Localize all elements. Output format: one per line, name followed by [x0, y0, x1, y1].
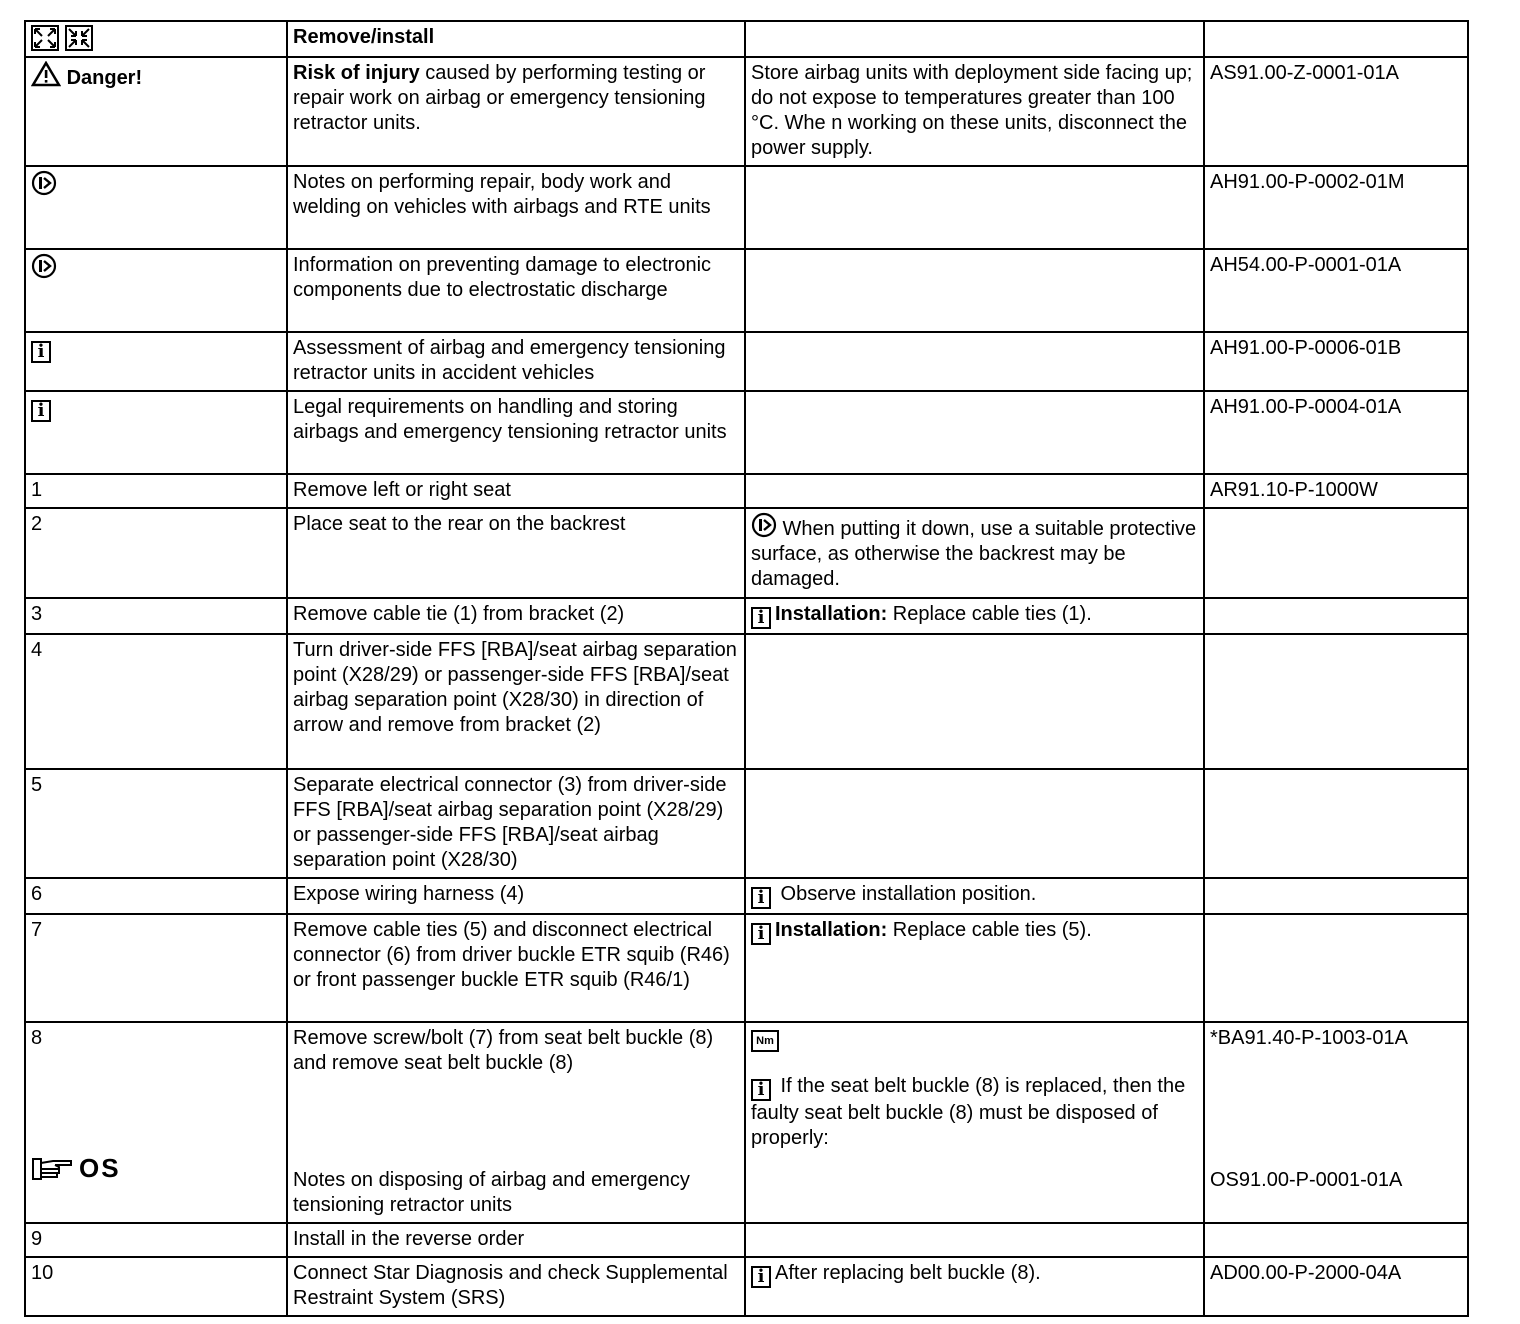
step-number: 4 [25, 634, 287, 769]
step-number: 7 [25, 914, 287, 1022]
step-row [25, 598, 1468, 634]
info-box-icon: i [31, 341, 51, 363]
note-row [25, 332, 1468, 391]
step-number: 6 [25, 878, 287, 914]
install-icon [65, 25, 93, 51]
header-title: Remove/install [293, 26, 435, 48]
note-row [25, 166, 1468, 249]
installation-label: Installation: [775, 603, 888, 625]
note-ref: AH91.00-P-0004-01A [1204, 391, 1468, 474]
danger-text: caused by performing testing or repair work on airbag or emergency tensioning retractor units. [293, 62, 706, 134]
note-ref: AH91.00-P-0006-01B [1204, 332, 1468, 391]
info-box-icon: i [751, 923, 771, 945]
danger-row [25, 57, 1468, 166]
step-text: Separate electrical connector (3) from driver-side FFS [RBA]/seat airbag separation point (X28/29) or passenger-side FFS [RBA]/seat airbag separation point (X28/30) [287, 769, 745, 878]
step-note: Observe installation position. [775, 883, 1037, 905]
step-note: When putting it down, use a suitable protective surface, as otherwise the backrest may be damaged. [751, 518, 1197, 590]
step-note: Replace cable ties (1). [887, 603, 1092, 625]
note-row [25, 391, 1468, 474]
step-row [25, 508, 1468, 598]
info-arrow-icon [31, 253, 57, 279]
step-number: 5 [25, 769, 287, 878]
step-text: Remove cable tie (1) from bracket (2) [287, 598, 745, 634]
step-row [25, 878, 1468, 914]
torque-icon: Nm [751, 1030, 779, 1052]
info-arrow-icon [751, 512, 777, 538]
remove-icon [31, 25, 59, 51]
os-label: OS [79, 1152, 121, 1183]
os-reference [31, 1152, 280, 1183]
note-text: Information on preventing damage to electronic components due to electrostatic discharge [287, 249, 745, 332]
info-box-icon: i [751, 887, 771, 909]
step-ref: AD00.00-P-2000-04A [1204, 1257, 1468, 1316]
info-box-icon: i [751, 607, 771, 629]
danger-lead: Risk of injury [293, 62, 420, 84]
info-box-icon: i [751, 1266, 771, 1288]
os-ref: OS91.00-P-0001-01A [1210, 1169, 1403, 1191]
note-text: Legal requirements on handling and storing airbags and emergency tensioning retractor units [287, 391, 745, 474]
header-row [25, 21, 1468, 57]
step-row [25, 1022, 1468, 1223]
installation-label: Installation: [775, 919, 888, 941]
danger-note: Store airbag units with deployment side facing up; do not expose to temperatures greater than 100 °C. Whe n working on these units, disconnect the power supply. [745, 57, 1204, 166]
step-row [25, 769, 1468, 878]
step-text: Install in the reverse order [287, 1223, 745, 1257]
info-arrow-icon [31, 170, 57, 196]
step-text: Remove cable ties (5) and disconnect electrical connector (6) from driver buckle ETR squib (R46) or front passenger buckle ETR squib (R46/1) [287, 914, 745, 1022]
step-row [25, 914, 1468, 1022]
step-number: 1 [25, 474, 287, 508]
note-text: Notes on performing repair, body work and welding on vehicles with airbags and RTE units [287, 166, 745, 249]
step-number: 9 [25, 1223, 287, 1257]
warning-triangle-icon [31, 61, 61, 87]
step-text: Remove left or right seat [287, 474, 745, 508]
danger-ref: AS91.00-Z-0001-01A [1204, 57, 1468, 166]
step-number: 2 [25, 508, 287, 598]
info-box-icon: i [751, 1079, 771, 1101]
note-text: Assessment of airbag and emergency tensioning retractor units in accident vehicles [287, 332, 745, 391]
step-number: 10 [25, 1257, 287, 1316]
step-text: Turn driver-side FFS [RBA]/seat airbag separation point (X28/29) or passenger-side FFS [RBA]/seat airbag separation point (X28/30) in direction of arrow and remove from bracket (2) [287, 634, 745, 769]
step-row [25, 474, 1468, 508]
os-text: Notes on disposing of airbag and emergency tensioning retractor units [293, 1169, 690, 1216]
step-ref: *BA91.40-P-1003-01A [1210, 1027, 1408, 1049]
info-box-icon: i [31, 400, 51, 422]
danger-label: Danger! [66, 67, 143, 89]
step-row [25, 1223, 1468, 1257]
step-text: Remove screw/bolt (7) from seat belt buckle (8) and remove seat belt buckle (8) [293, 1027, 714, 1074]
note-row [25, 249, 1468, 332]
step-number: 3 [25, 598, 287, 634]
pointing-hand-icon [31, 1155, 73, 1181]
step-row [25, 634, 1468, 769]
step-text: Place seat to the rear on the backrest [287, 508, 745, 598]
step-note: If the seat belt buckle (8) is replaced, then the faulty seat belt buckle (8) must be disposed of properly: [751, 1075, 1186, 1149]
step-row [25, 1257, 1468, 1316]
step-number: 8 [31, 1027, 43, 1049]
step-note: After replacing belt buckle (8). [775, 1262, 1041, 1284]
step-note: Replace cable ties (5). [887, 919, 1092, 941]
note-ref: AH54.00-P-0001-01A [1204, 249, 1468, 332]
note-ref: AH91.00-P-0002-01M [1204, 166, 1468, 249]
step-ref: AR91.10-P-1000W [1204, 474, 1468, 508]
procedure-table [24, 20, 1469, 1317]
step-text: Expose wiring harness (4) [287, 878, 745, 914]
step-text: Connect Star Diagnosis and check Supplemental Restraint System (SRS) [287, 1257, 745, 1316]
